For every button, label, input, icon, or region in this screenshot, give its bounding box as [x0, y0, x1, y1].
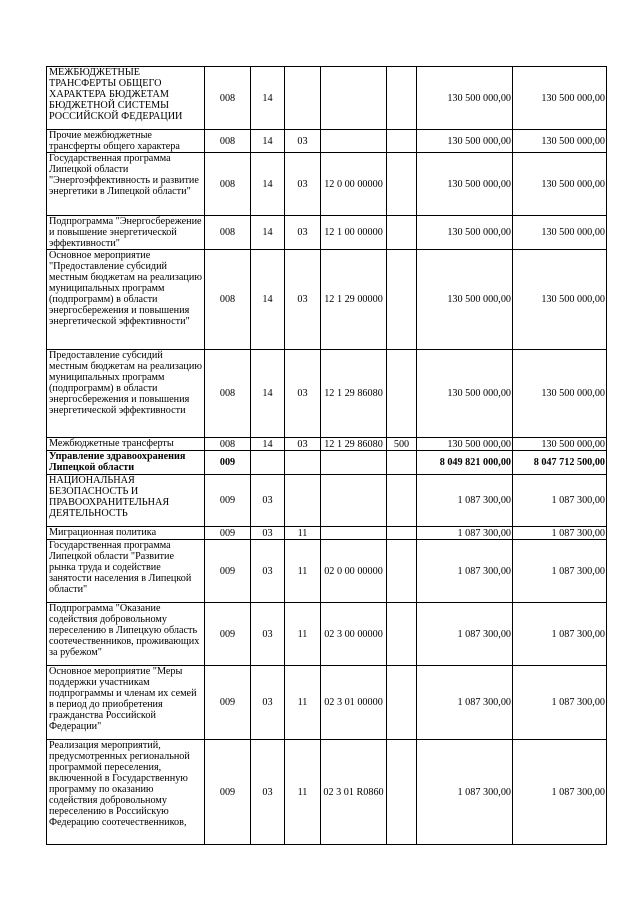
razdel-code-cell: 14 [251, 216, 285, 250]
razdel-code-cell: 14 [251, 250, 285, 350]
amount-year-2-cell: 1 087 300,00 [513, 475, 607, 527]
row-name-cell: Прочие межбюджетные трансферты общего характера [47, 130, 205, 153]
amount-year-2-cell: 1 087 300,00 [513, 666, 607, 740]
razdel-code-cell: 14 [251, 438, 285, 451]
target-article-cell [321, 527, 387, 540]
amount-year-1-cell: 8 049 821 000,00 [417, 451, 513, 475]
target-article-cell: 12 0 00 00000 [321, 153, 387, 216]
expense-type-cell [387, 153, 417, 216]
podrazdel-code-cell [285, 475, 321, 527]
podrazdel-code-cell: 11 [285, 603, 321, 666]
amount-year-2-cell: 130 500 000,00 [513, 250, 607, 350]
expense-type-cell [387, 527, 417, 540]
razdel-code-cell [251, 451, 285, 475]
expense-type-cell [387, 67, 417, 130]
ved-code-cell: 008 [205, 216, 251, 250]
ved-code-cell: 009 [205, 527, 251, 540]
table-row [47, 153, 607, 216]
podrazdel-code-cell [285, 67, 321, 130]
row-name-cell: Государственная программа Липецкой области "Энергоэффективность и развитие энергетики в Липецкой области" [47, 153, 205, 216]
ved-code-cell: 008 [205, 250, 251, 350]
target-article-cell: 02 0 00 00000 [321, 540, 387, 603]
podrazdel-code-cell: 11 [285, 527, 321, 540]
row-name-cell: МЕЖБЮДЖЕТНЫЕ ТРАНСФЕРТЫ ОБЩЕГО ХАРАКТЕРА БЮДЖЕТАМ БЮДЖЕТНОЙ СИСТЕМЫ РОССИЙСКОЙ ФЕДЕРАЦИИ [47, 67, 205, 130]
expense-type-cell [387, 603, 417, 666]
ved-code-cell: 009 [205, 451, 251, 475]
row-name-cell: Управление здравоохранения Липецкой области [47, 451, 205, 475]
table-row [47, 540, 607, 603]
table-row [47, 527, 607, 540]
target-article-cell: 12 1 29 00000 [321, 250, 387, 350]
table-row [47, 740, 607, 845]
amount-year-1-cell: 1 087 300,00 [417, 527, 513, 540]
ved-code-cell: 008 [205, 350, 251, 438]
ved-code-cell: 009 [205, 540, 251, 603]
amount-year-1-cell: 1 087 300,00 [417, 740, 513, 845]
amount-year-1-cell: 1 087 300,00 [417, 475, 513, 527]
podrazdel-code-cell: 03 [285, 153, 321, 216]
row-name-cell: Реализация мероприятий, предусмотренных региональной программой переселения, включенной в Государственную программу по оказанию содействия добровольному переселению в Российскую Федерацию соотечественников, [47, 740, 205, 845]
razdel-code-cell: 14 [251, 153, 285, 216]
row-name-cell: Миграционная политика [47, 527, 205, 540]
razdel-code-cell: 03 [251, 475, 285, 527]
table-row [47, 250, 607, 350]
amount-year-1-cell: 130 500 000,00 [417, 250, 513, 350]
ved-code-cell: 008 [205, 438, 251, 451]
target-article-cell: 02 3 00 00000 [321, 603, 387, 666]
row-name-cell: Основное мероприятие "Меры поддержки участникам подпрограммы и членам их семей в период до приобретения гражданства Российской Федерации" [47, 666, 205, 740]
row-name-cell: Межбюджетные трансферты [47, 438, 205, 451]
ved-code-cell: 009 [205, 740, 251, 845]
target-article-cell: 12 1 29 86080 [321, 438, 387, 451]
podrazdel-code-cell: 03 [285, 350, 321, 438]
row-name-cell: Предоставление субсидий местным бюджетам на реализацию муниципальных программ (подпрограмм) в области энергосбережения и повышения энергетической эффективности [47, 350, 205, 438]
amount-year-1-cell: 130 500 000,00 [417, 216, 513, 250]
target-article-cell [321, 475, 387, 527]
amount-year-1-cell: 1 087 300,00 [417, 666, 513, 740]
expense-type-cell [387, 130, 417, 153]
razdel-code-cell: 03 [251, 740, 285, 845]
target-article-cell [321, 451, 387, 475]
amount-year-2-cell: 1 087 300,00 [513, 527, 607, 540]
amount-year-1-cell: 130 500 000,00 [417, 350, 513, 438]
table-row [47, 475, 607, 527]
expense-type-cell [387, 740, 417, 845]
expense-type-cell [387, 666, 417, 740]
expense-type-cell: 500 [387, 438, 417, 451]
podrazdel-code-cell: 03 [285, 250, 321, 350]
podrazdel-code-cell: 11 [285, 740, 321, 845]
target-article-cell [321, 67, 387, 130]
expense-type-cell [387, 475, 417, 527]
expense-type-cell [387, 350, 417, 438]
amount-year-2-cell: 8 047 712 500,00 [513, 451, 607, 475]
amount-year-2-cell: 130 500 000,00 [513, 350, 607, 438]
podrazdel-code-cell: 03 [285, 438, 321, 451]
podrazdel-code-cell [285, 451, 321, 475]
table-row [47, 603, 607, 666]
razdel-code-cell: 14 [251, 130, 285, 153]
amount-year-2-cell: 1 087 300,00 [513, 740, 607, 845]
amount-year-2-cell: 130 500 000,00 [513, 130, 607, 153]
target-article-cell: 02 3 01 00000 [321, 666, 387, 740]
razdel-code-cell: 14 [251, 67, 285, 130]
amount-year-2-cell: 130 500 000,00 [513, 153, 607, 216]
expense-type-cell [387, 216, 417, 250]
amount-year-1-cell: 130 500 000,00 [417, 438, 513, 451]
amount-year-2-cell: 1 087 300,00 [513, 540, 607, 603]
podrazdel-code-cell: 11 [285, 666, 321, 740]
target-article-cell: 02 3 01 R0860 [321, 740, 387, 845]
expense-type-cell [387, 451, 417, 475]
podrazdel-code-cell: 03 [285, 130, 321, 153]
target-article-cell: 12 1 29 86080 [321, 350, 387, 438]
amount-year-2-cell: 130 500 000,00 [513, 216, 607, 250]
razdel-code-cell: 03 [251, 666, 285, 740]
amount-year-2-cell: 1 087 300,00 [513, 603, 607, 666]
table-row [47, 451, 607, 475]
razdel-code-cell: 03 [251, 527, 285, 540]
target-article-cell: 12 1 00 00000 [321, 216, 387, 250]
budget-table [46, 66, 607, 845]
expense-type-cell [387, 250, 417, 350]
row-name-cell: НАЦИОНАЛЬНАЯ БЕЗОПАСНОСТЬ И ПРАВООХРАНИТЕЛЬНАЯ ДЕЯТЕЛЬНОСТЬ [47, 475, 205, 527]
row-name-cell: Подпрограмма "Оказание содействия добровольному переселению в Липецкую область соотечественников, проживающих за рубежом" [47, 603, 205, 666]
table-row [47, 67, 607, 130]
amount-year-1-cell: 130 500 000,00 [417, 67, 513, 130]
amount-year-1-cell: 1 087 300,00 [417, 540, 513, 603]
razdel-code-cell: 03 [251, 540, 285, 603]
table-body [47, 67, 607, 845]
podrazdel-code-cell: 11 [285, 540, 321, 603]
razdel-code-cell: 03 [251, 603, 285, 666]
table-row [47, 216, 607, 250]
amount-year-2-cell: 130 500 000,00 [513, 438, 607, 451]
row-name-cell: Государственная программа Липецкой области "Развитие рынка труда и содействие занятости населения в Липецкой области" [47, 540, 205, 603]
ved-code-cell: 008 [205, 130, 251, 153]
amount-year-2-cell: 130 500 000,00 [513, 67, 607, 130]
row-name-cell: Подпрограмма "Энергосбережение и повышение энергетической эффективности" [47, 216, 205, 250]
table-row [47, 130, 607, 153]
podrazdel-code-cell: 03 [285, 216, 321, 250]
ved-code-cell: 009 [205, 603, 251, 666]
target-article-cell [321, 130, 387, 153]
expense-type-cell [387, 540, 417, 603]
amount-year-1-cell: 130 500 000,00 [417, 130, 513, 153]
amount-year-1-cell: 130 500 000,00 [417, 153, 513, 216]
ved-code-cell: 009 [205, 475, 251, 527]
row-name-cell: Основное мероприятие "Предоставление субсидий местным бюджетам на реализацию муниципальных программ (подпрограмм) в области энергосбережения и повышения энергетической эффективности" [47, 250, 205, 350]
ved-code-cell: 008 [205, 153, 251, 216]
ved-code-cell: 008 [205, 67, 251, 130]
razdel-code-cell: 14 [251, 350, 285, 438]
table-row [47, 666, 607, 740]
amount-year-1-cell: 1 087 300,00 [417, 603, 513, 666]
ved-code-cell: 009 [205, 666, 251, 740]
table-row [47, 350, 607, 438]
table-row [47, 438, 607, 451]
